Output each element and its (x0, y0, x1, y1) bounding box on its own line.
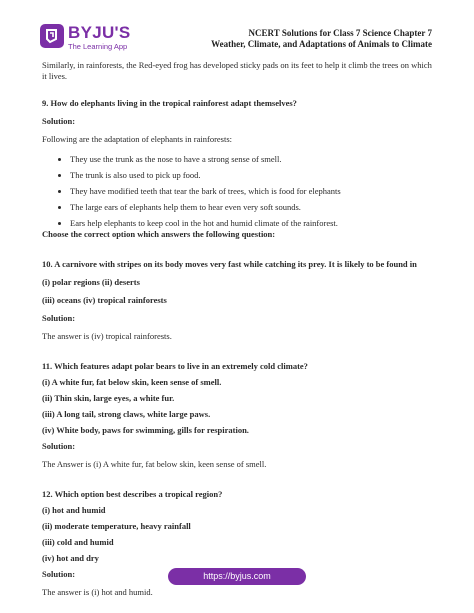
page-content (42, 60, 432, 598)
q11-answer: The Answer is (i) A white fur, fat below skin, keen sense of smell. (42, 459, 267, 469)
q9-bullet-list (42, 154, 432, 229)
q10-solution-label: Solution: (42, 313, 76, 323)
q9-solution-label: Solution: (42, 116, 76, 126)
q11-option: (iv) White body, paws for swimming, gills for respiration. (42, 425, 249, 435)
q12-option: (i) hot and humid (42, 505, 106, 515)
list-item: • They use the trunk as the nose to have a strong sense of smell. (70, 154, 432, 165)
document-title-line2: Weather, Climate, and Adaptations of Animals to Climate (211, 39, 432, 49)
document-title-line1: NCERT Solutions for Class 7 Science Chapter 7 (248, 28, 432, 38)
q10-answer: The answer is (iv) tropical rainforests. (42, 331, 172, 341)
list-item: • The large ears of elephants help them to hear even very soft sounds. (70, 202, 432, 213)
q12-question: 12. Which option best describes a tropical region? (42, 489, 223, 499)
brand-name: BYJU'S (68, 23, 131, 42)
q9-lead: Following are the adaptation of elephants in rainforests: (42, 134, 233, 144)
list-item: • They have modified teeth that tear the bark of trees, which is food for elephants (70, 186, 432, 197)
q11-option: (i) A white fur, fat below skin, keen sense of smell. (42, 377, 222, 387)
q9-question: 9. How do elephants living in the tropical rainforest adapt themselves? (42, 98, 297, 108)
q12-solution-label: Solution: (42, 569, 76, 579)
q12-option: (iii) cold and humid (42, 537, 114, 547)
choose-heading: Choose the correct option which answers the following question: (42, 229, 276, 239)
footer-website-link[interactable]: https://byjus.com (168, 568, 306, 585)
q10-question: 10. A carnivore with stripes on its body moves very fast while catching its prey. It is likely to be found in (42, 259, 417, 269)
page-header (0, 0, 474, 58)
document-title (211, 28, 432, 50)
q11-option: (ii) Thin skin, large eyes, a white fur. (42, 393, 175, 403)
q12-option: (ii) moderate temperature, heavy rainfall (42, 521, 191, 531)
q11-question: 11. Which features adapt polar bears to live in an extremely cold climate? (42, 361, 308, 371)
brand-tagline: The Learning App (68, 42, 128, 51)
q10-option: (iii) oceans (iv) tropical rainforests (42, 295, 167, 305)
byjus-logo-icon (40, 24, 64, 48)
list-item: • The trunk is also used to pick up food. (70, 170, 432, 181)
q11-option: (iii) A long tail, strong claws, white large paws. (42, 409, 211, 419)
q11-solution-label: Solution: (42, 441, 76, 451)
intro-paragraph: Similarly, in rainforests, the Red-eyed frog has developed sticky pads on its feet to help it climb the trees on which it lives. (42, 60, 432, 81)
q12-answer: The answer is (i) hot and humid. (42, 587, 153, 597)
q12-option: (iv) hot and dry (42, 553, 99, 563)
q10-option: (i) polar regions (ii) deserts (42, 277, 140, 287)
list-item: • Ears help elephants to keep cool in the hot and humid climate of the rainforest. (70, 218, 432, 229)
